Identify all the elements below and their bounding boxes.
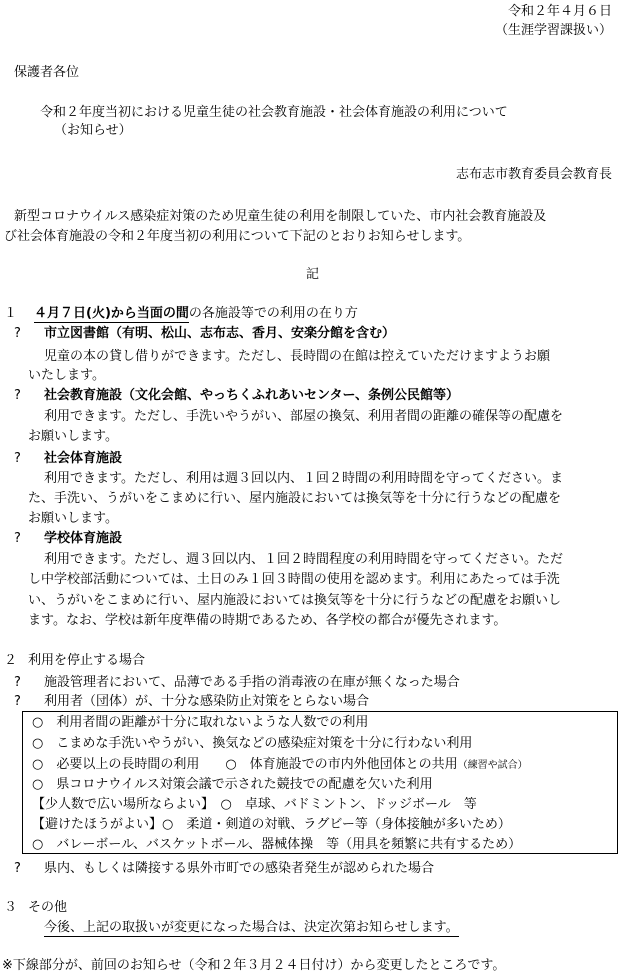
section-3-line-text: 今後、上記の取扱いが変更になった場合は、決定次第お知らせします。 bbox=[44, 920, 459, 935]
item-3-bullet: ? bbox=[14, 451, 21, 466]
item-4-line-2: し中学校部活動については、土日のみ１回３時間の使用を認めます。利用にあたっては手洗 bbox=[28, 572, 560, 587]
section-2-bullet-2: ? bbox=[14, 694, 21, 709]
box-line-6: 【避けたほうがよい】○ 柔道・剣道の対戦、ラグビー等（身体接触が多いため） bbox=[32, 817, 511, 832]
item-1-title: 市立図書館（有明、松山、志布志、香月、安楽分館を含む） bbox=[44, 326, 396, 341]
item-4-line-3: い、うがいをこまめに行い、屋内施設においては換気等を十分に行うなどの配慮をお願いし bbox=[28, 593, 562, 608]
item-4-bullet: ? bbox=[14, 531, 21, 546]
box-line-1: ○ 利用者間の距離が十分に取れないような人数での利用 bbox=[32, 715, 369, 730]
section-1-heading bbox=[34, 305, 358, 322]
item-2-line-1: 利用できます。ただし、手洗いやうがい、部屋の換気、利用者間の距離の確保等の配慮を bbox=[44, 409, 563, 424]
item-3-line-3: お願いします。 bbox=[28, 511, 118, 526]
section-1-number: １ bbox=[4, 306, 18, 321]
section-2-number: ２ bbox=[4, 653, 18, 668]
section-3-heading: その他 bbox=[28, 900, 68, 915]
box-line-5: 【少人数で広い場所ならよい】 ○ 卓球、バドミントン、ドッジボール 等 bbox=[32, 797, 477, 812]
sender: 志布志市教育委員会教育長 bbox=[455, 167, 612, 182]
section-3-number: ３ bbox=[4, 900, 18, 915]
box-line-3-note: （練習や試合） bbox=[457, 760, 528, 771]
item-1-line-1: 児童の本の貸し借りができます。ただし、長時間の在館は控えていただけますようお願 bbox=[44, 349, 550, 364]
document-title-sub: （お知らせ） bbox=[54, 123, 132, 138]
item-1-bullet: ? bbox=[14, 326, 21, 341]
section-2-bullet-1: ? bbox=[14, 675, 21, 690]
footnote: ※下線部分が、前回のお知らせ（令和２年３月２４日付け）から変更したところです。 bbox=[2, 958, 506, 973]
box-line-2: ○ こまめな手洗いやうがい、換気などの感染症対策を十分に行わない利用 bbox=[32, 736, 473, 751]
box-line-7: ○ バレーボール、バスケットボール、器械体操 等（用具を頻繁に共有するため） bbox=[32, 837, 522, 852]
section-2-bullet-3: ? bbox=[14, 861, 21, 876]
intro-line-2: び社会体育施設の令和２年度当初の利用について下記のとおりお知らせします。 bbox=[4, 229, 471, 244]
section-3-line bbox=[44, 919, 459, 936]
item-4-line-4: ます。なお、学校は新年度準備の時期であるため、各学校の都合が優先されます。 bbox=[28, 613, 507, 628]
document-date: 令和２年４月６日 bbox=[507, 4, 612, 19]
section-2-heading: 利用を停止する場合 bbox=[28, 653, 146, 668]
section-2-item-1: 施設管理者において、品薄である手指の消毒液の在庫が無くなった場合 bbox=[44, 675, 460, 690]
document-title: 令和２年度当初における児童生徒の社会教育施設・社会体育施設の利用について bbox=[40, 105, 508, 120]
section-2-item-2: 利用者（団体）が、十分な感染防止対策をとらない場合 bbox=[44, 694, 370, 709]
department-note: （生涯学習課扱い） bbox=[494, 23, 612, 38]
item-1-line-2: いたします。 bbox=[28, 368, 105, 383]
item-3-line-2: た、手洗い、うがいをこまめに行い、屋内施設においては換気等を十分に行うなどの配慮を bbox=[28, 491, 562, 506]
intro-line-1: 新型コロナウイルス感染症対策のため児童生徒の利用を制限していた、市内社会教育施設及 bbox=[14, 209, 547, 224]
item-2-title: 社会教育施設（文化会館、やっちくふれあいセンター、条例公民館等） bbox=[44, 388, 459, 403]
addressee: 保護者各位 bbox=[14, 65, 80, 80]
box-line-3-main: ○ 必要以上の長時間の利用 ○ 体育施設での市内外他団体との共用 bbox=[32, 757, 458, 772]
item-2-bullet: ? bbox=[14, 388, 21, 403]
ki-label: 記 bbox=[306, 267, 320, 282]
item-3-line-1: 利用できます。ただし、利用は週３回以内、１回２時間の利用時間を守ってください。ま bbox=[44, 471, 563, 486]
box-line-4: ○ 県コロナウイルス対策会議で示された競技での配慮を欠いた利用 bbox=[32, 777, 433, 792]
box-line-3 bbox=[32, 756, 528, 774]
item-4-line-1: 利用できます。ただし、週３回以内、１回２時間程度の利用時間を守ってください。ただ bbox=[44, 552, 563, 567]
section-1-heading-rest: の各施設等での利用の在り方 bbox=[188, 306, 358, 321]
item-4-title: 学校体育施設 bbox=[44, 531, 123, 546]
section-2-item-3: 県内、もしくは隣接する県外市町での感染者発生が認められた場合 bbox=[44, 861, 435, 876]
item-3-title: 社会体育施設 bbox=[44, 451, 123, 466]
section-1-heading-date: ４月７日(火)から当面の間 bbox=[34, 306, 189, 321]
item-2-line-2: お願いします。 bbox=[28, 429, 118, 444]
